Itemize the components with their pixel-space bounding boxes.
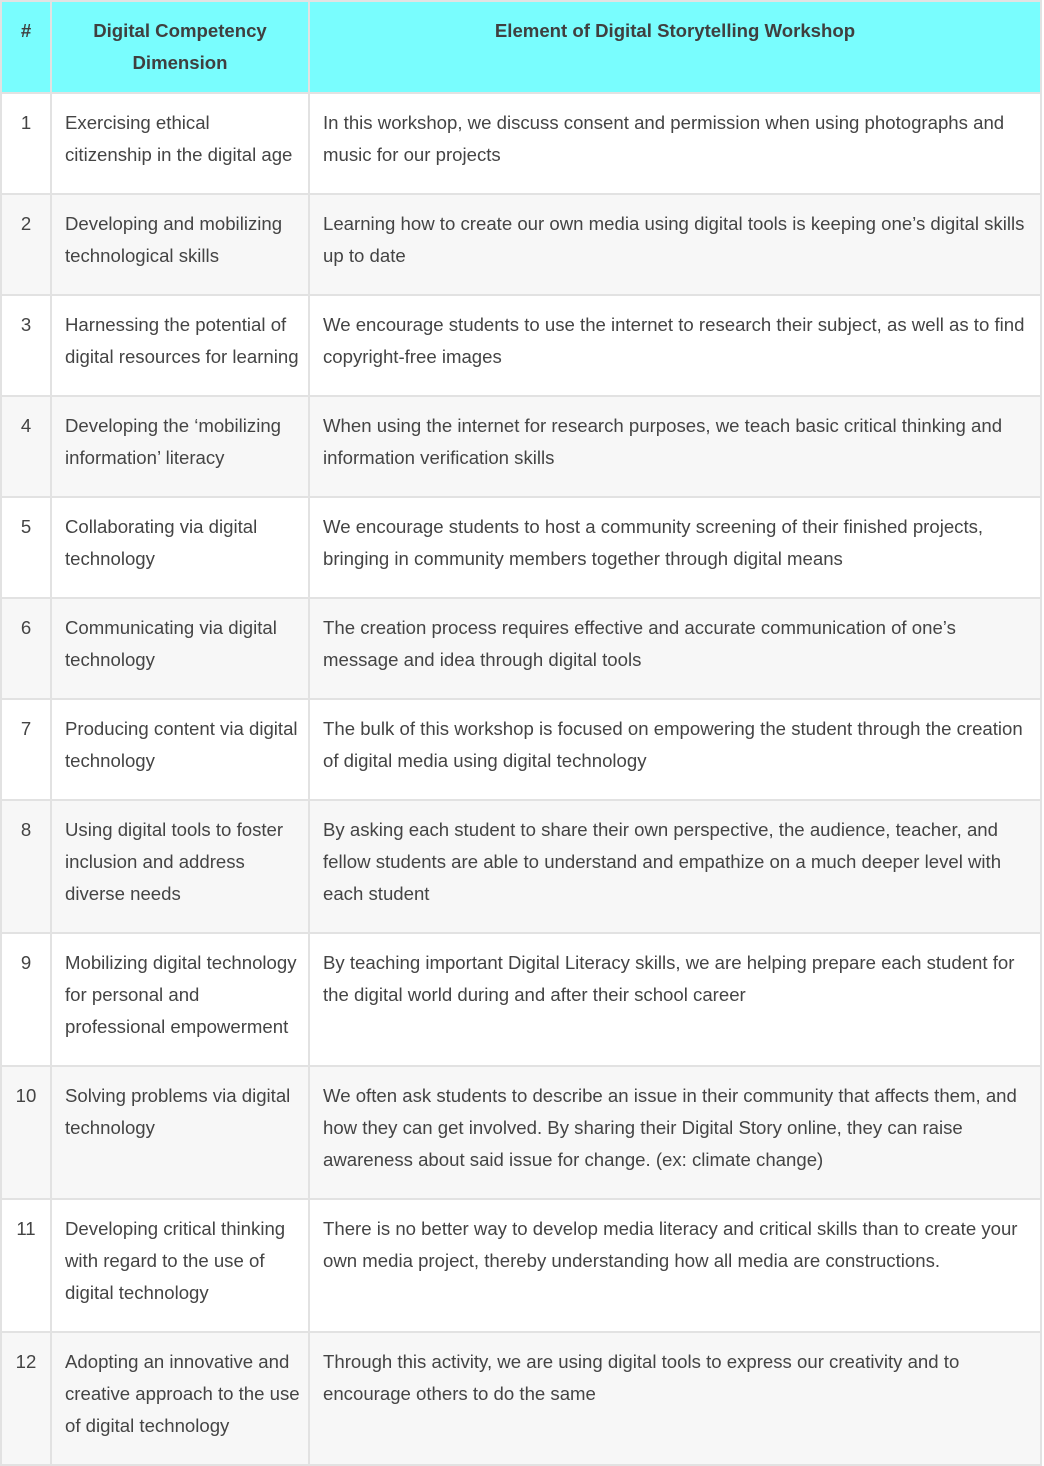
row-number: 7: [1, 699, 51, 800]
header-number: #: [1, 1, 51, 93]
row-number: 12: [1, 1332, 51, 1465]
row-element: When using the internet for research purposes, we teach basic critical thinking and information verification skills: [309, 396, 1041, 497]
row-dimension: Producing content via digital technology: [51, 699, 309, 800]
table-row: [1, 933, 1041, 1066]
row-element: In this workshop, we discuss consent and permission when using photographs and music for our projects: [309, 93, 1041, 194]
table-body: [1, 93, 1041, 1465]
table-row: [1, 699, 1041, 800]
table-row: [1, 497, 1041, 598]
row-element: The creation process requires effective and accurate communication of one’s message and idea through digital tools: [309, 598, 1041, 699]
row-number: 3: [1, 295, 51, 396]
row-element: We encourage students to use the internet to research their subject, as well as to find copyright-free images: [309, 295, 1041, 396]
table-header: [1, 1, 1041, 93]
row-number: 8: [1, 800, 51, 933]
row-dimension: Collaborating via digital technology: [51, 497, 309, 598]
row-number: 5: [1, 497, 51, 598]
row-dimension: Adopting an innovative and creative approach to the use of digital technology: [51, 1332, 309, 1465]
row-dimension: Harnessing the potential of digital resources for learning: [51, 295, 309, 396]
row-element: By teaching important Digital Literacy skills, we are helping prepare each student for the digital world during and after their school career: [309, 933, 1041, 1066]
table-row: [1, 93, 1041, 194]
table-row: [1, 598, 1041, 699]
table-row: [1, 1066, 1041, 1199]
row-dimension: Using digital tools to foster inclusion and address diverse needs: [51, 800, 309, 933]
row-dimension: Communicating via digital technology: [51, 598, 309, 699]
table-row: [1, 396, 1041, 497]
row-dimension: Exercising ethical citizenship in the digital age: [51, 93, 309, 194]
row-element: We encourage students to host a community screening of their finished projects, bringing in community members together through digital means: [309, 497, 1041, 598]
row-element: By asking each student to share their own perspective, the audience, teacher, and fellow students are able to understand and empathize on a much deeper level with each student: [309, 800, 1041, 933]
row-dimension: Developing the ‘mobilizing information’ literacy: [51, 396, 309, 497]
row-element: Through this activity, we are using digital tools to express our creativity and to encourage others to do the same: [309, 1332, 1041, 1465]
header-element: Element of Digital Storytelling Workshop: [309, 1, 1041, 93]
row-dimension: Developing critical thinking with regard to the use of digital technology: [51, 1199, 309, 1332]
table-row: [1, 194, 1041, 295]
row-dimension: Solving problems via digital technology: [51, 1066, 309, 1199]
row-dimension: Developing and mobilizing technological skills: [51, 194, 309, 295]
row-number: 1: [1, 93, 51, 194]
table-row: [1, 1332, 1041, 1465]
header-row: [1, 1, 1041, 93]
row-dimension: Mobilizing digital technology for personal and professional empowerment: [51, 933, 309, 1066]
row-number: 10: [1, 1066, 51, 1199]
row-number: 4: [1, 396, 51, 497]
row-number: 2: [1, 194, 51, 295]
row-number: 9: [1, 933, 51, 1066]
table-row: [1, 1199, 1041, 1332]
header-dimension: Digital Competency Dimension: [51, 1, 309, 93]
row-element: We often ask students to describe an issue in their community that affects them, and how they can get involved. By sharing their Digital Story online, they can raise awareness about said issue for change. (ex: climate change): [309, 1066, 1041, 1199]
row-number: 11: [1, 1199, 51, 1332]
row-element: Learning how to create our own media using digital tools is keeping one’s digital skills up to date: [309, 194, 1041, 295]
table-row: [1, 800, 1041, 933]
table-row: [1, 295, 1041, 396]
row-element: There is no better way to develop media literacy and critical skills than to create your own media project, thereby understanding how all media are constructions.: [309, 1199, 1041, 1332]
row-number: 6: [1, 598, 51, 699]
row-element: The bulk of this workshop is focused on empowering the student through the creation of digital media using digital technology: [309, 699, 1041, 800]
